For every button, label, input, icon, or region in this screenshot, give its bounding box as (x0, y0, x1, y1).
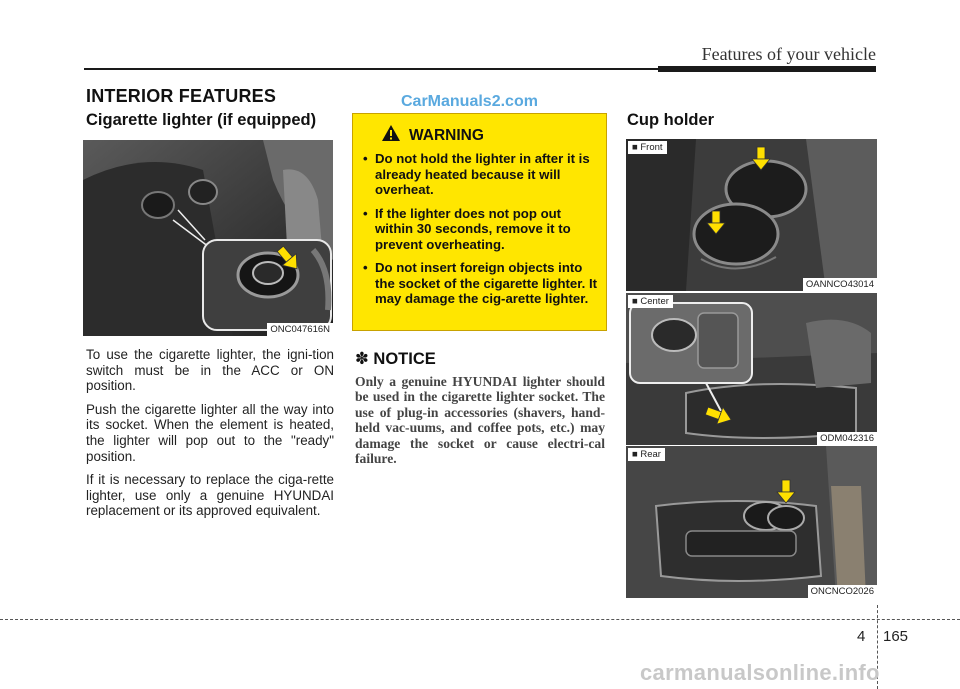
paragraph: If it is necessary to replace the ciga-rette lighter, use only a genuine HYUNDAI replacement or its approved equivalent. (86, 472, 334, 519)
warning-box (352, 113, 607, 331)
warning-header (381, 124, 484, 147)
header-rule-accent (658, 66, 876, 72)
list-item (363, 206, 599, 253)
chapter-number: 4 (857, 628, 866, 645)
list-item (363, 151, 599, 198)
photo-label-center: ■ Center (628, 295, 673, 308)
cup-holder-front-photo (626, 139, 877, 291)
cup-holder-center-photo (626, 293, 877, 445)
image-code: ODM042316 (817, 432, 877, 445)
cup-holder-heading: Cup holder (627, 111, 715, 129)
running-header: Features of your vehicle (701, 44, 876, 64)
center-cupholder-illustration (626, 293, 877, 445)
cigarette-lighter-photo (83, 140, 333, 336)
rear-cupholder-illustration (626, 446, 877, 598)
paragraph: To use the cigarette lighter, the igni-tion switch must be in the ACC or ON position. (86, 347, 334, 394)
header-rule (84, 68, 658, 70)
notice-body: Only a genuine HYUNDAI lighter should be used in the cigarette lighter socket. The use of plug-in accessories (shavers, hand-held vac-uums, and coffee pots, etc.) may damage the socket or cause electri-cal failure. (355, 374, 605, 467)
section-title: INTERIOR FEATURES (86, 86, 277, 106)
warning-item-text: Do not hold the lighter in after it is already heated because it will overheat. (375, 151, 590, 197)
watermark-link[interactable]: CarManuals2.com (401, 93, 538, 110)
page-number: 165 (883, 628, 909, 645)
warning-list (363, 151, 599, 315)
bullet-icon: • (363, 260, 368, 275)
list-item (363, 260, 599, 307)
image-code: OANNCO43014 (803, 278, 877, 291)
cup-holder-rear-photo (626, 446, 877, 598)
cigarette-lighter-heading: Cigarette lighter (if equipped) (86, 111, 317, 129)
footer-rule (0, 619, 960, 620)
site-watermark[interactable]: carmanualsonline.info (640, 660, 880, 685)
image-code: ONCNCO2026 (808, 585, 877, 598)
cigarette-lighter-illustration (83, 140, 333, 336)
photo-label-rear: ■ Rear (628, 448, 665, 461)
bullet-icon: • (363, 205, 368, 221)
image-code: ONC047616N (267, 323, 333, 336)
bullet-icon: • (363, 151, 368, 166)
warning-item-text: Do not insert foreign objects into the socket of the cigarette lighter. It may damage the cig-arette lighter. (375, 260, 598, 306)
photo-label-front: ■ Front (628, 141, 667, 154)
warning-title: WARNING (409, 126, 484, 144)
cigarette-lighter-body (86, 347, 334, 527)
warning-item-text: If the lighter does not pop out within 30 seconds, remove it to prevent overheating. (375, 205, 571, 252)
paragraph: Push the cigarette lighter all the way into its socket. When the element is heated, the lighter will pop out to the "ready" position. (86, 401, 334, 464)
warning-triangle-icon (381, 124, 401, 147)
front-cupholder-illustration (626, 139, 877, 291)
notice-title: ✽ NOTICE (355, 350, 436, 368)
